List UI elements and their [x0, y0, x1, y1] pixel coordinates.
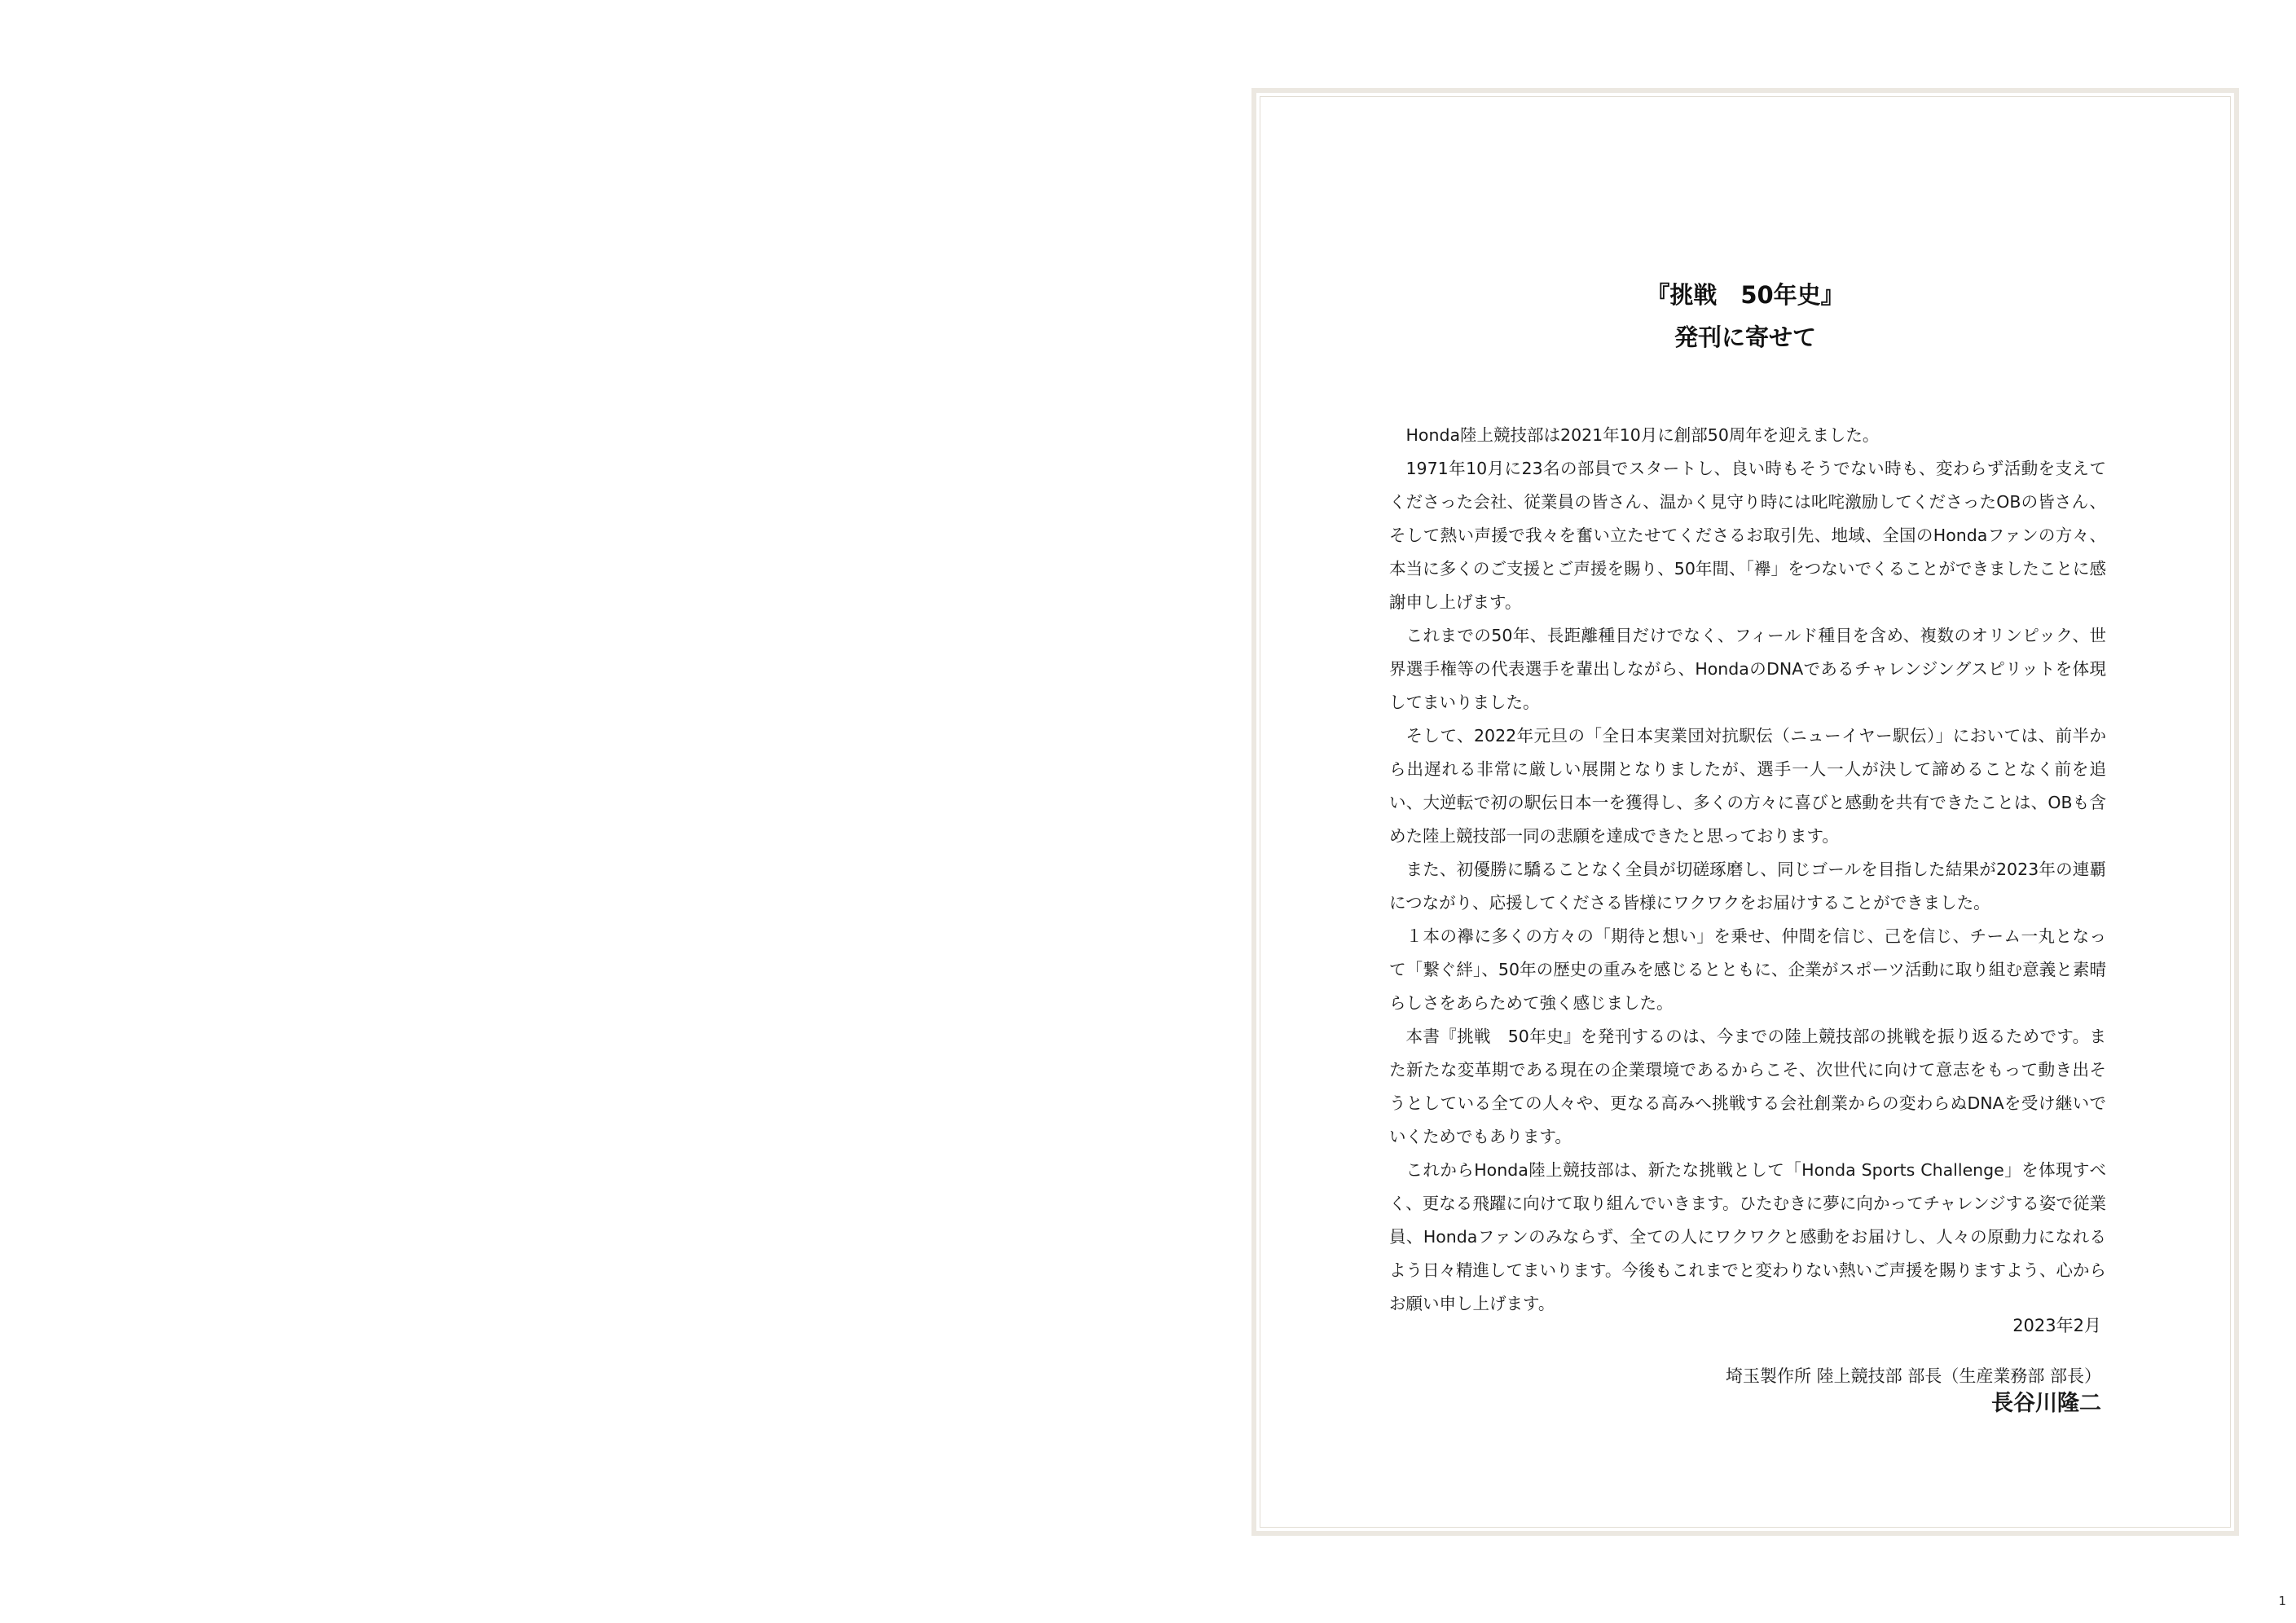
paragraph: 本書『挑戦 50年史』を発刊するのは、今までの陸上競技部の挑戦を振り返るためです。また新たな変革期である現在の企業環境であるからこそ、次世代に向けて意志をもって動き出そうとしている全ての人々や、更なる高みへ挑戦する会社創業からの変わらぬDNAを受け継いでいくためでもあります。 [1389, 1027, 2106, 1146]
signature-name: 長谷川隆二 [1991, 1391, 2101, 1416]
signature-block [1726, 1364, 2101, 1419]
paragraph: Honda陸上競技部は2021年10月に創部50周年を迎えました。 [1405, 425, 1880, 445]
document-date: 2023年2月 [2012, 1316, 2101, 1335]
signature-position: 埼玉製作所 陸上競技部 部長（生産業務部 部長） [1725, 1366, 2101, 1386]
title-line-2: 発刊に寄せて [1674, 323, 1816, 351]
document-title [1256, 274, 2234, 358]
paragraph: そして、2022年元旦の「全日本実業団対抗駅伝（ニューイヤー駅伝）」においては、前半から出遅れる非常に厳しい展開となりましたが、選手一人一人が決して諦めることなく前を追い、大逆転で初の駅伝日本一を獲得し、多くの方々に喜びと感動を共有できたことは、OBも含めた陸上競技部一同の悲願を達成できたと思っております。 [1389, 726, 2106, 846]
document-page [1251, 88, 2239, 1536]
message-body [1389, 419, 2106, 1321]
paragraph: １本の襷に多くの方々の「期待と想い」を乗せ、仲間を信じ、己を信じ、チーム一丸となって「繋ぐ絆」、50年の歴史の重みを感じるとともに、企業がスポーツ活動に取り組む意義と素晴らしさをあらためて強く感じました。 [1389, 926, 2106, 1013]
paragraph: これまでの50年、長距離種目だけでなく、フィールド種目を含め、複数のオリンピック、世界選手権等の代表選手を輩出しながら、HondaのDNAであるチャレンジングスピリットを体現してまいりました。 [1389, 626, 2106, 712]
title-line-1: 『挑戦 50年史』 [1646, 281, 1845, 309]
page-number: 1 [2278, 1594, 2286, 1608]
paragraph: 1971年10月に23名の部員でスタートし、良い時もそうでない時も、変わらず活動を支えてくださった会社、従業員の皆さん、温かく見守り時には叱咤激励してくださったOBの皆さん、そして熱い声援で我々を奮い立たせてくださるお取引先、地域、全国のHondaファンの方々、本当に多くのご支援とご声援を賜り、50年間、「襷」をつないでくることができましたことに感謝申し上げます。 [1389, 459, 2106, 612]
paragraph: また、初優勝に驕ることなく全員が切磋琢磨し、同じゴールを目指した結果が2023年の連覇につながり、応援してくださる皆様にワクワクをお届けすることができました。 [1389, 860, 2106, 913]
paragraph: これからHonda陸上競技部は、新たな挑戦として「Honda Sports Challenge」を体現すべく、更なる飛躍に向けて取り組んでいきます。ひたむきに夢に向かってチャレンジする姿で従業員、Hondaファンのみならず、全ての人にワクワクと感動をお届けし、人々の原動力になれるよう日々精進してまいります。今後もこれまでと変わりない熱いご声援を賜りますよう、心からお願い申し上げます。 [1389, 1160, 2107, 1313]
